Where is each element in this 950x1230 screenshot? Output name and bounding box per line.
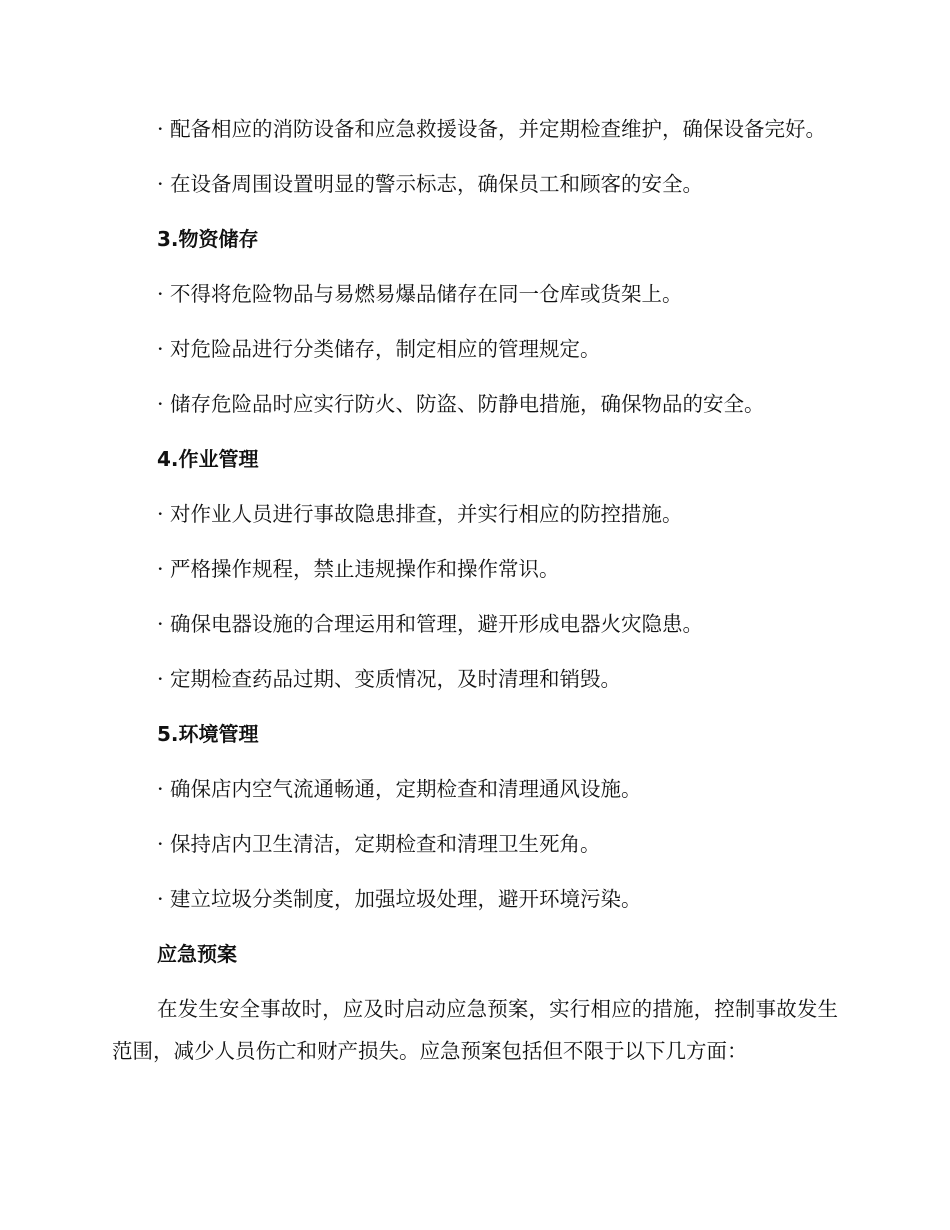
bullet-warning-signs: · 在设备周围设置明显的警示标志，确保员工和顾客的安全。 bbox=[157, 172, 704, 196]
document-page bbox=[112, 108, 838, 1085]
bullet-separate-storage: · 不得将危险物品与易燃易爆品储存在同一仓库或货架上。 bbox=[157, 282, 683, 306]
bullet-classify-storage: · 对危险品进行分类储存，制定相应的管理规定。 bbox=[157, 337, 601, 361]
bullet-fire-equipment: · 配备相应的消防设备和应急救援设备，并定期检查维护，确保设备完好。 bbox=[157, 117, 827, 141]
bullet-waste-sorting: · 建立垃圾分类制度，加强垃圾处理，避开环境污染。 bbox=[157, 887, 642, 911]
bullet-hazard-check: · 对作业人员进行事故隐患排查，并实行相应的防控措施。 bbox=[157, 502, 683, 526]
bullet-drug-expiry: · 定期检查药品过期、变质情况，及时清理和销毁。 bbox=[157, 667, 622, 691]
bullet-ventilation: · 确保店内空气流通畅通，定期检查和清理通风设施。 bbox=[157, 777, 642, 801]
paragraph-emergency-plan: 在发生安全事故时，应及时启动应急预案，实行相应的措施，控制事故发生范围，减少人员伤亡和财产损失。应急预案包括但不限于以下几方面： bbox=[112, 997, 838, 1063]
section-heading-emergency-plan: 应急预案 bbox=[157, 942, 237, 966]
bullet-storage-safety: · 储存危险品时应实行防火、防盗、防静电措施，确保物品的安全。 bbox=[157, 392, 765, 416]
bullet-operation-rules: · 严格操作规程，禁止违规操作和操作常识。 bbox=[157, 557, 560, 581]
section-heading-storage: 3.物资储存 bbox=[157, 227, 259, 251]
bullet-hygiene: · 保持店内卫生清洁，定期检查和清理卫生死角。 bbox=[157, 832, 601, 856]
section-heading-operations: 4.作业管理 bbox=[157, 447, 259, 471]
section-heading-environment: 5.环境管理 bbox=[157, 722, 259, 746]
bullet-electrical-safety: · 确保电器设施的合理运用和管理，避开形成电器火灾隐患。 bbox=[157, 612, 704, 636]
